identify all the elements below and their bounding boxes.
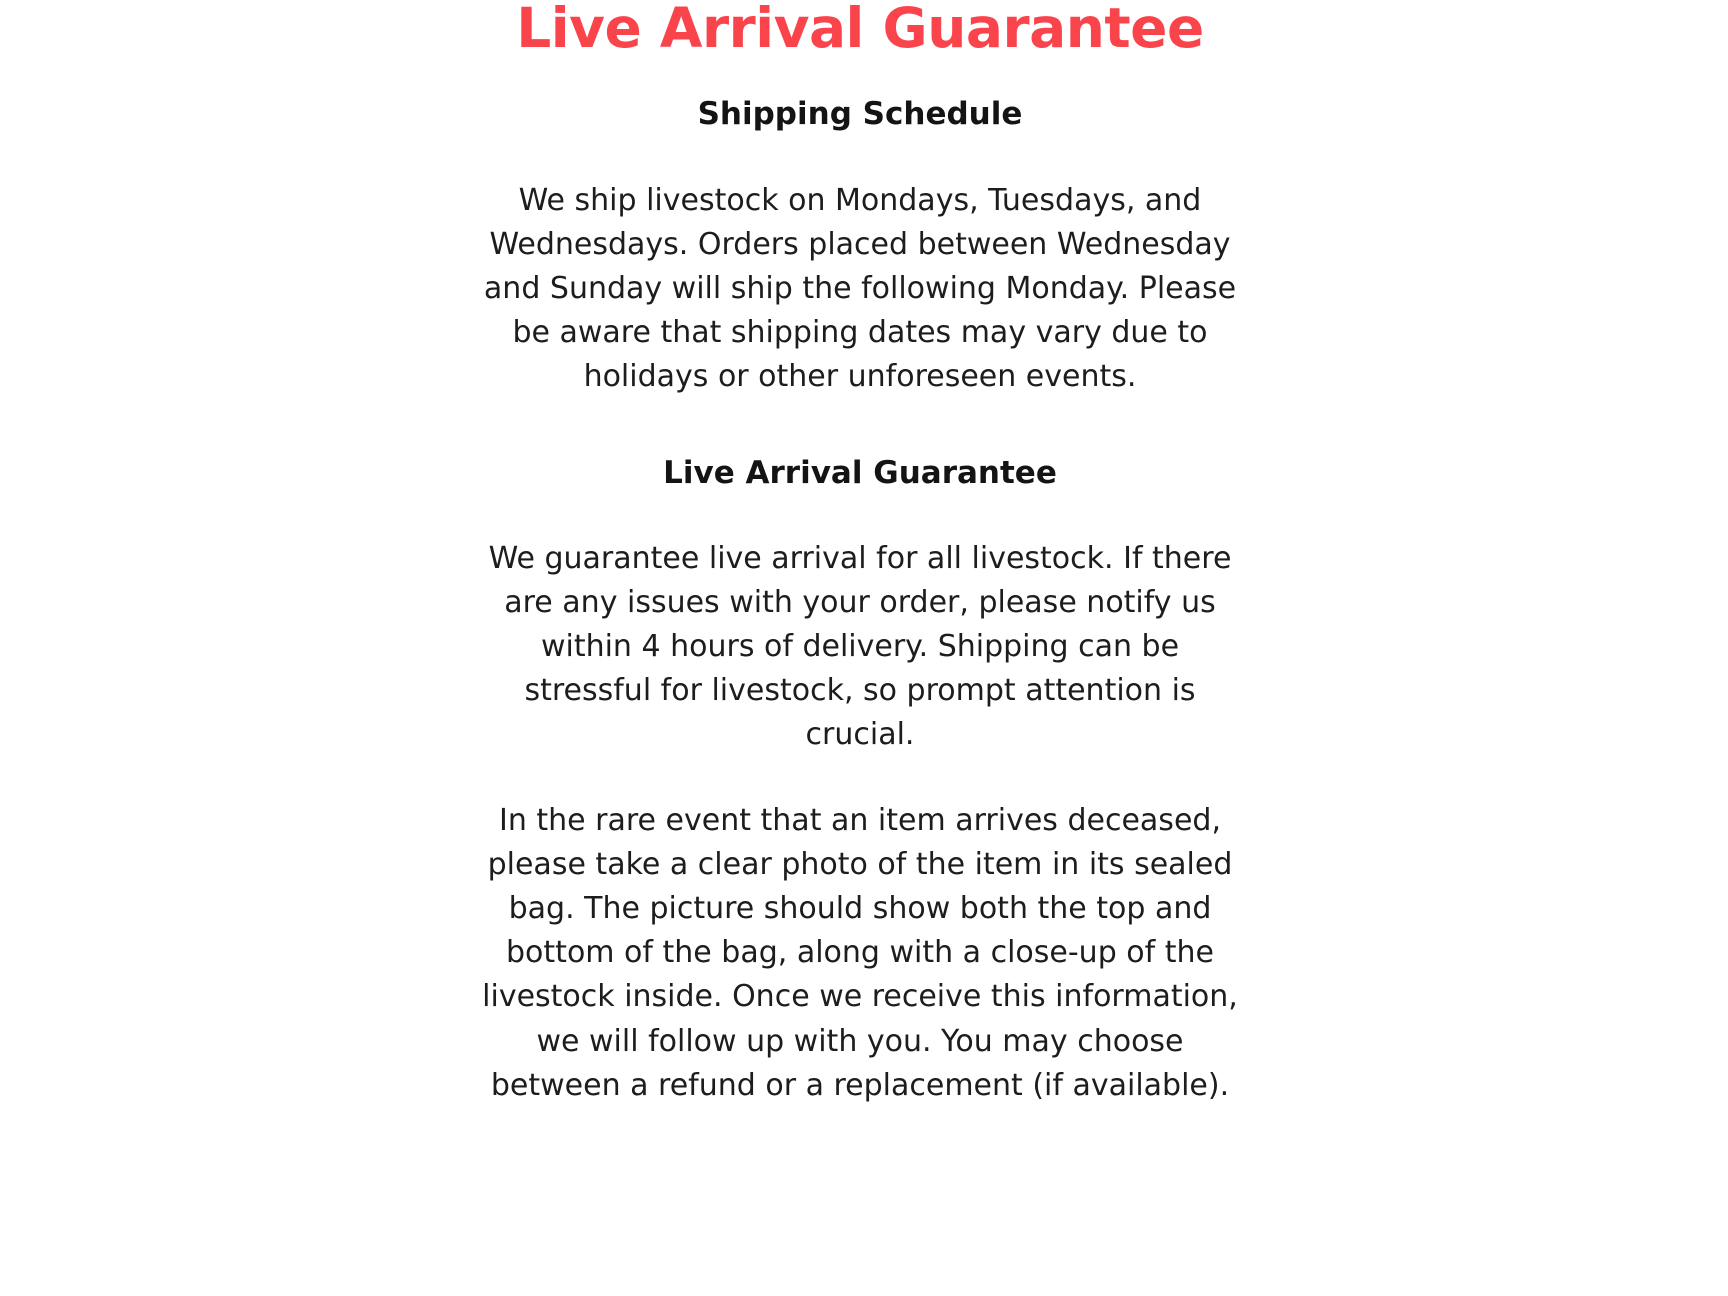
section-heading-live-arrival-guarantee: Live Arrival Guarantee: [663, 455, 1057, 492]
shipping-schedule-paragraph: We ship livestock on Mondays, Tuesdays, and Wednesdays. Orders placed between Wednesday and Sunday will ship the following Monday. Please be aware that shipping dates may vary due to holidays or other unforeseen events.: [483, 182, 1237, 395]
page-title: Live Arrival Guarantee: [516, 0, 1204, 60]
section-heading-shipping-schedule: Shipping Schedule: [697, 95, 1023, 132]
live-arrival-paragraph-1: We guarantee live arrival for all livestock. If there are any issues with your order, please notify us within 4 hours of delivery. Shipping can be stressful for livestock, so prompt attention is crucial.: [488, 540, 1232, 752]
document-content: [475, 0, 1245, 1108]
live-arrival-paragraph-2: In the rare event that an item arrives deceased, please take a clear photo of the item in its sealed bag. The picture should show both the top and bottom of the bag, along with a close-up of the livestock inside. Once we receive this information, we will follow up with you. You may choose between a refund or a replacement (if available).: [482, 803, 1238, 1103]
